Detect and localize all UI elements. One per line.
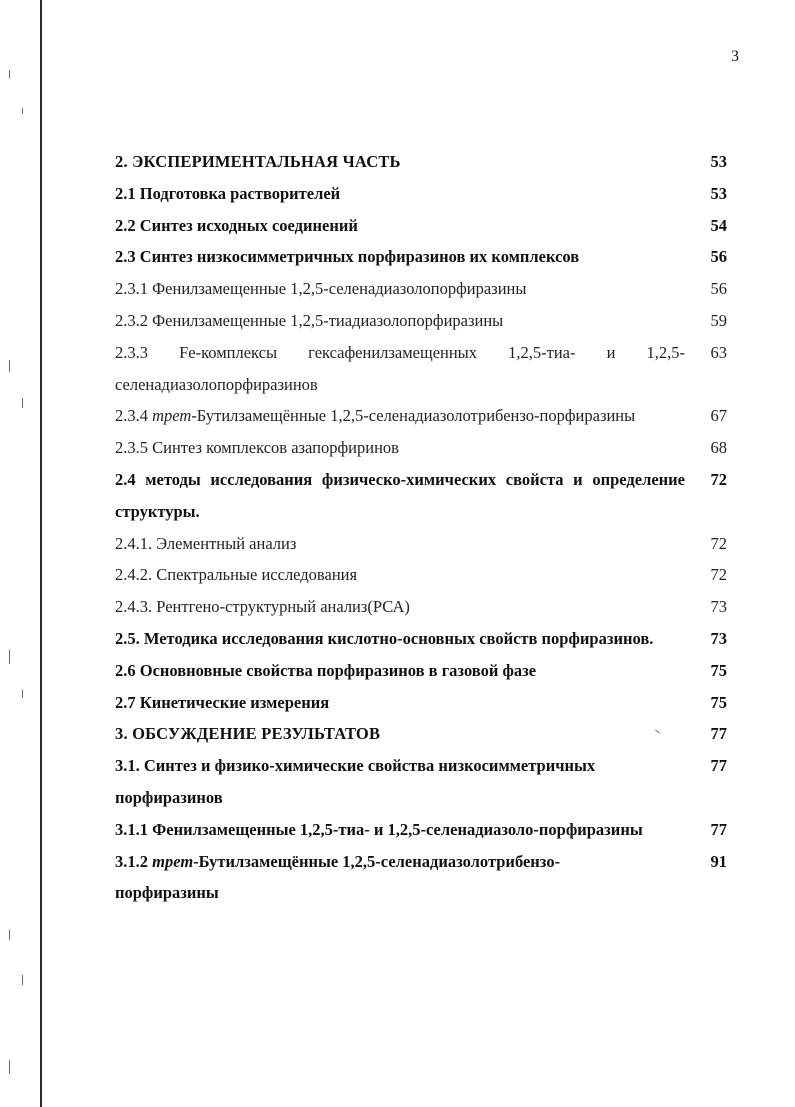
toc-entry-title: 2.5. Методика исследования кислотно-основных свойств порфиразинов. bbox=[115, 628, 654, 648]
toc-entry-page: 53 bbox=[710, 152, 727, 171]
toc-entry bbox=[115, 687, 727, 719]
toc-entry bbox=[115, 750, 727, 814]
toc-entry-page: 91 bbox=[710, 851, 727, 871]
toc-entry-title: 2. ЭКСПЕРИМЕНТАЛЬНАЯ ЧАСТЬ bbox=[115, 152, 401, 171]
toc-entry-page: 77 bbox=[710, 724, 727, 744]
toc-entry bbox=[115, 178, 727, 210]
toc-entry-page: 63 bbox=[710, 342, 727, 362]
toc-entry-page: 54 bbox=[710, 215, 727, 235]
toc-entry-title: 3. ОБСУЖДЕНИЕ РЕЗУЛЬТАТОВ bbox=[115, 724, 381, 744]
toc-entry-title: 2.6 Основновные свойства порфиразинов в газовой фазе bbox=[115, 660, 537, 680]
scan-speck bbox=[22, 398, 23, 408]
toc-entry bbox=[115, 559, 727, 591]
scan-speck bbox=[9, 650, 10, 664]
toc-entry-title: 2.3 Синтез низкосимметричных порфиразинов их комплексов bbox=[115, 247, 580, 267]
toc-entry bbox=[115, 528, 727, 560]
toc-entry-page: 75 bbox=[710, 660, 727, 680]
toc-entry-page: 56 bbox=[710, 247, 727, 267]
toc-entry-title: 2.4.3. Рентгено-структурный анализ(РСА) bbox=[115, 597, 410, 617]
toc-entry bbox=[115, 305, 727, 337]
toc-entry-page: 77 bbox=[710, 819, 727, 839]
toc-entry bbox=[115, 241, 727, 273]
toc-entry-page: 53 bbox=[710, 183, 727, 203]
toc-entry-page: 77 bbox=[710, 756, 727, 776]
toc-entry-page: 72 bbox=[710, 533, 727, 553]
toc-entry-title: 2.3.2 Фенилзамещенные 1,2,5-тиадиазолопорфиразины bbox=[115, 310, 504, 330]
toc-entry-title: 2.2 Синтез исходных соединений bbox=[115, 215, 358, 235]
toc-entry-page: 68 bbox=[710, 438, 727, 458]
scan-edge-line bbox=[40, 0, 42, 1107]
toc-entry-title-line2: порфиразинов bbox=[115, 787, 223, 807]
toc-entry-page: 67 bbox=[710, 406, 727, 426]
toc-entry-title: 2.4.1. Элементный анализ bbox=[115, 533, 297, 553]
scan-speck bbox=[22, 975, 23, 985]
toc-entry-italic-prefix: трет bbox=[152, 406, 192, 426]
toc-entry-title: 3.1.1 Фенилзамещенные 1,2,5-тиа- и 1,2,5-селенадиазоло-порфиразины bbox=[115, 819, 643, 839]
toc-entry bbox=[115, 432, 727, 464]
toc-entry-page: 56 bbox=[710, 279, 727, 299]
toc-entry-title bbox=[115, 400, 685, 432]
toc-entry-italic-prefix: трет bbox=[152, 851, 194, 871]
toc-entry-title: 2.4 методы исследования физическо-химических свойста и определение структуры. bbox=[115, 469, 685, 521]
toc-entry bbox=[115, 210, 727, 242]
toc-entry-title: 2.3.5 Синтез комплексов азапорфиринов bbox=[115, 438, 399, 458]
toc-entry bbox=[115, 146, 727, 178]
toc-entry bbox=[115, 273, 727, 305]
toc-entry bbox=[115, 814, 727, 846]
toc-entry-title: 2.3.3 Fe-комплексы гексафенилзамещенных 1,2,5-тиа- и 1,2,5-селенадиазолопорфиразинов bbox=[115, 342, 685, 394]
table-of-contents bbox=[115, 146, 727, 909]
toc-entry-title: 2.7 Кинетические измерения bbox=[115, 692, 330, 712]
toc-entry-page: 73 bbox=[710, 628, 727, 648]
toc-entry bbox=[115, 464, 727, 528]
toc-entry bbox=[115, 718, 727, 750]
toc-entry-title-line1: 3.1. Синтез и физико-химические свойства низкосимметричных bbox=[115, 756, 596, 776]
toc-entry-title-rest: -Бутилзамещённые 1,2,5-селенадиазолотрибензо-порфиразины bbox=[191, 406, 636, 426]
toc-entry-page: 72 bbox=[710, 469, 727, 489]
scan-speck bbox=[22, 690, 23, 698]
toc-entry-title: 2.1 Подготовка растворителей bbox=[115, 183, 341, 203]
page-number: 3 bbox=[731, 48, 739, 65]
toc-entry-title-line2: порфиразины bbox=[115, 883, 219, 903]
toc-entry-title: 2.4.2. Спектральные исследования bbox=[115, 565, 358, 585]
scan-speck bbox=[9, 1060, 10, 1074]
toc-entry-page: 59 bbox=[710, 310, 727, 330]
toc-entry bbox=[115, 400, 727, 432]
toc-entry bbox=[115, 623, 727, 655]
toc-entry bbox=[115, 337, 727, 401]
scan-speck bbox=[9, 930, 10, 940]
toc-entry-title bbox=[115, 750, 685, 814]
scan-speck bbox=[9, 70, 10, 78]
toc-entry-number: 3.1.2 bbox=[115, 851, 148, 871]
toc-entry-title bbox=[115, 846, 685, 910]
toc-entry-page: 75 bbox=[710, 692, 727, 712]
toc-entry-title: 2.3.1 Фенилзамещенные 1,2,5-селенадиазолопорфиразины bbox=[115, 279, 527, 299]
toc-entry bbox=[115, 655, 727, 687]
toc-entry-number: 2.3.4 bbox=[115, 406, 148, 426]
toc-entry bbox=[115, 591, 727, 623]
toc-entry-page: 72 bbox=[710, 565, 727, 585]
toc-entry-title-rest: -Бутилзамещённые 1,2,5-селенадиазолотрибензо- bbox=[193, 851, 561, 871]
scan-speck bbox=[9, 360, 10, 372]
toc-entry bbox=[115, 846, 727, 910]
toc-entry-page: 73 bbox=[710, 597, 727, 617]
scan-speck bbox=[22, 108, 23, 114]
